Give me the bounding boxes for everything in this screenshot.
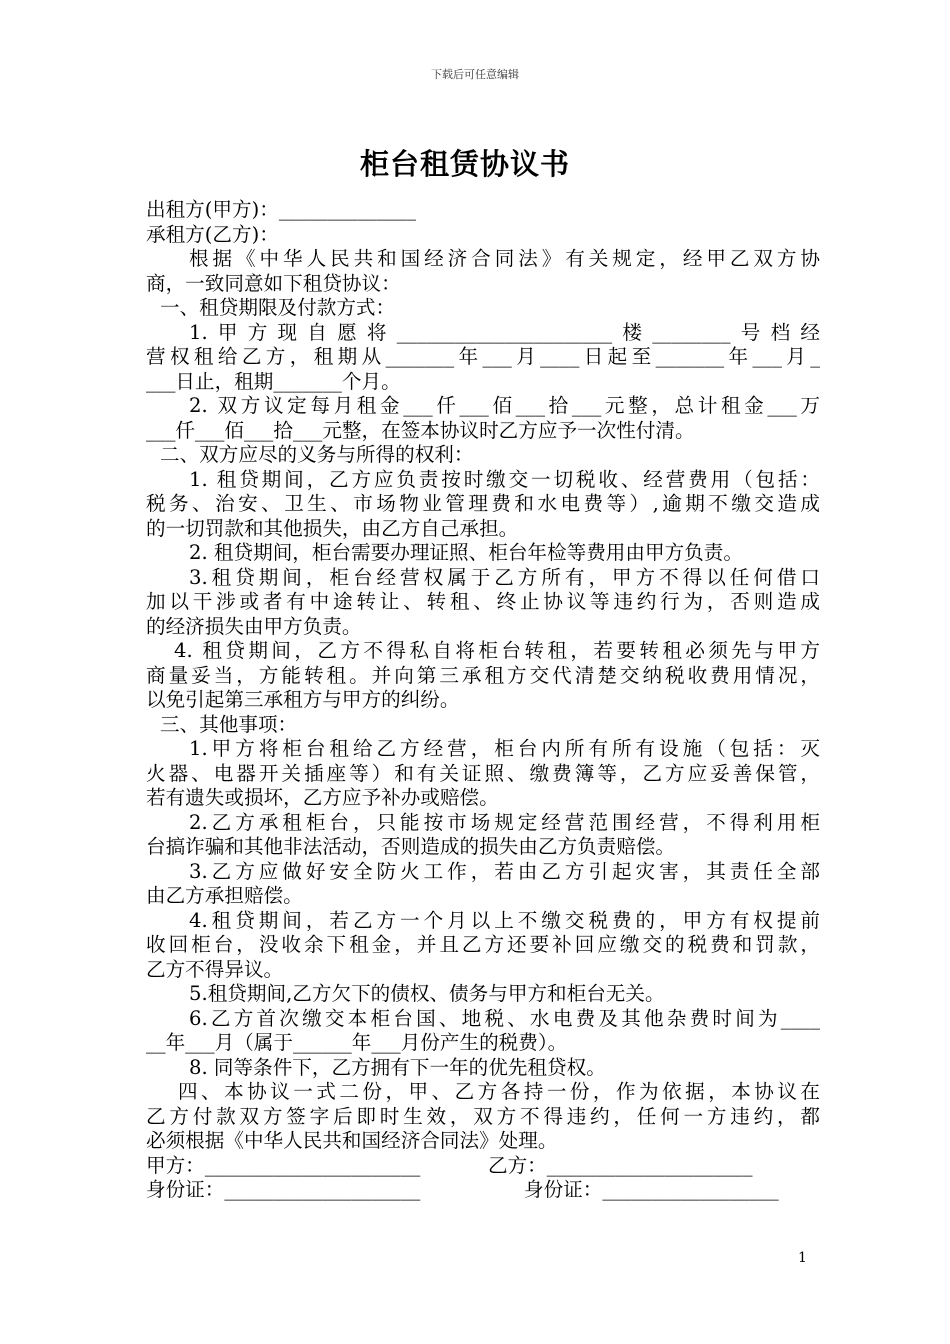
text-line: 3.乙方应做好安全防火工作，若由乙方引起灾害，其责任全部 (189, 859, 820, 883)
text-line: 的经济损失由甲方负责。 (146, 614, 362, 638)
text-line: 营权租给乙方，租期从_______年___月____日起至_______年___月_ (146, 345, 820, 368)
document-title: 柜台租赁协议书 (359, 147, 570, 181)
text-line: 以免引起第三承租方与甲方的纠纷。 (146, 688, 460, 711)
text-line: 1.甲方现自愿将______________________楼________号档经 (189, 320, 820, 344)
text-line: 收回柜台，没收余下租金，并且乙方还要补回应缴交的税费和罚款， (146, 933, 820, 956)
party-b-signature: 乙方：_____________________ (488, 1153, 753, 1177)
text-line: 由乙方承担赔偿。 (146, 884, 303, 907)
text-line: 商，一致同意如下租贷协议： (146, 271, 401, 295)
text-line: 6.乙方首次缴交本柜台国、地税、水电费及其他杂费时间为____ (189, 1006, 820, 1030)
id-row (146, 1178, 820, 1203)
text-line: 税务、治安、卫生、市场物业管理费和水电费等）,逾期不缴交造成 (146, 492, 820, 515)
text-line: 承租方(乙方)： (146, 222, 279, 246)
text-line: 加以干涉或者有中途转让、转租、终止协议等违约行为，否则造成 (146, 590, 820, 613)
text-line: 1.甲方将柜台租给乙方经营，柜台内所有所有设施（包括：灭 (189, 737, 820, 760)
text-line: 4.租贷期间，若乙方一个月以上不缴交税费的，甲方有权提前 (189, 908, 820, 932)
text-line: 1. 租贷期间，乙方应负责按时缴交一切税收、经营费用（包括： (189, 467, 820, 491)
text-line: 台搞诈骗和其他非法活动，否则造成的损失由乙方负责赔偿。 (146, 835, 676, 858)
text-line: 若有遗失或损坏，乙方应予补办或赔偿。 (146, 786, 499, 809)
text-line: 出租方(甲方)：______________ (146, 198, 417, 221)
party-a-id: 身份证：____________________ (146, 1178, 421, 1201)
party-a-signature: 甲方：______________________ (146, 1153, 421, 1177)
text-line: 2. 双方议定每月租金___仟___佰___拾___元整，总计租金___万 (189, 394, 820, 417)
text-line: 3.租贷期间，柜台经营权属于乙方所有，甲方不得以任何借口 (189, 565, 820, 589)
section-heading: 一、租贷期限及付款方式： (160, 296, 396, 319)
signature-row (146, 1154, 820, 1179)
section-heading: 二、双方应尽的义务与所得的权利： (160, 443, 474, 466)
section-heading: 四、本协议一式二份，甲、乙方各持一份，作为依据，本协议在 (178, 1080, 820, 1103)
text-line: 2. 租贷期间，柜台需要办理证照、柜台年检等费用由甲方负责。 (189, 541, 743, 564)
text-line: 乙方不得异议。 (146, 957, 284, 981)
text-line: 8. 同等条件下，乙方拥有下一年的优先租贷权。 (189, 1055, 606, 1079)
text-line: 4. 租贷期间，乙方不得私自将柜台转租，若要转租必须先与甲方 (174, 639, 820, 662)
text-line: 5.租贷期间,乙方欠下的债权、债务与甲方和柜台无关。 (189, 982, 665, 1005)
page-number: 1 (798, 1250, 807, 1266)
text-line: 乙方付款双方签字后即时生效，双方不得违约，任何一方违约，都 (146, 1104, 820, 1128)
text-line: 火器、电器开关插座等）和有关证照、缴费簿等，乙方应妥善保管， (146, 761, 820, 785)
text-line: ___日止，租期_______个月。 (146, 369, 401, 393)
text-line: __年___月（属于______年___月份产生的税费）。 (146, 1031, 568, 1054)
contract-body (146, 198, 820, 1203)
text-line: 2.乙方承租柜台，只能按市场规定经营范围经营，不得利用柜 (189, 810, 820, 834)
text-line: 必须根据《中华人民共和国经济合同法》处理。 (146, 1129, 558, 1152)
section-heading: 三、其他事项： (160, 712, 298, 736)
text-line: 根据《中华人民共和国经济合同法》有关规定，经甲乙双方协 (189, 247, 820, 270)
text-line: ___仟___佰___拾___元整，在签本协议时乙方应予一次性付清。 (146, 418, 695, 442)
header-note: 下载后可任意编辑 (431, 68, 519, 81)
party-b-id: 身份证：__________________ (524, 1178, 779, 1201)
text-line: 的一切罚款和其他损失，由乙方自己承担。 (146, 516, 519, 540)
text-line: 商量妥当，方能转租。并向第三承租方交代清楚交纳税收费用情况， (146, 663, 820, 687)
